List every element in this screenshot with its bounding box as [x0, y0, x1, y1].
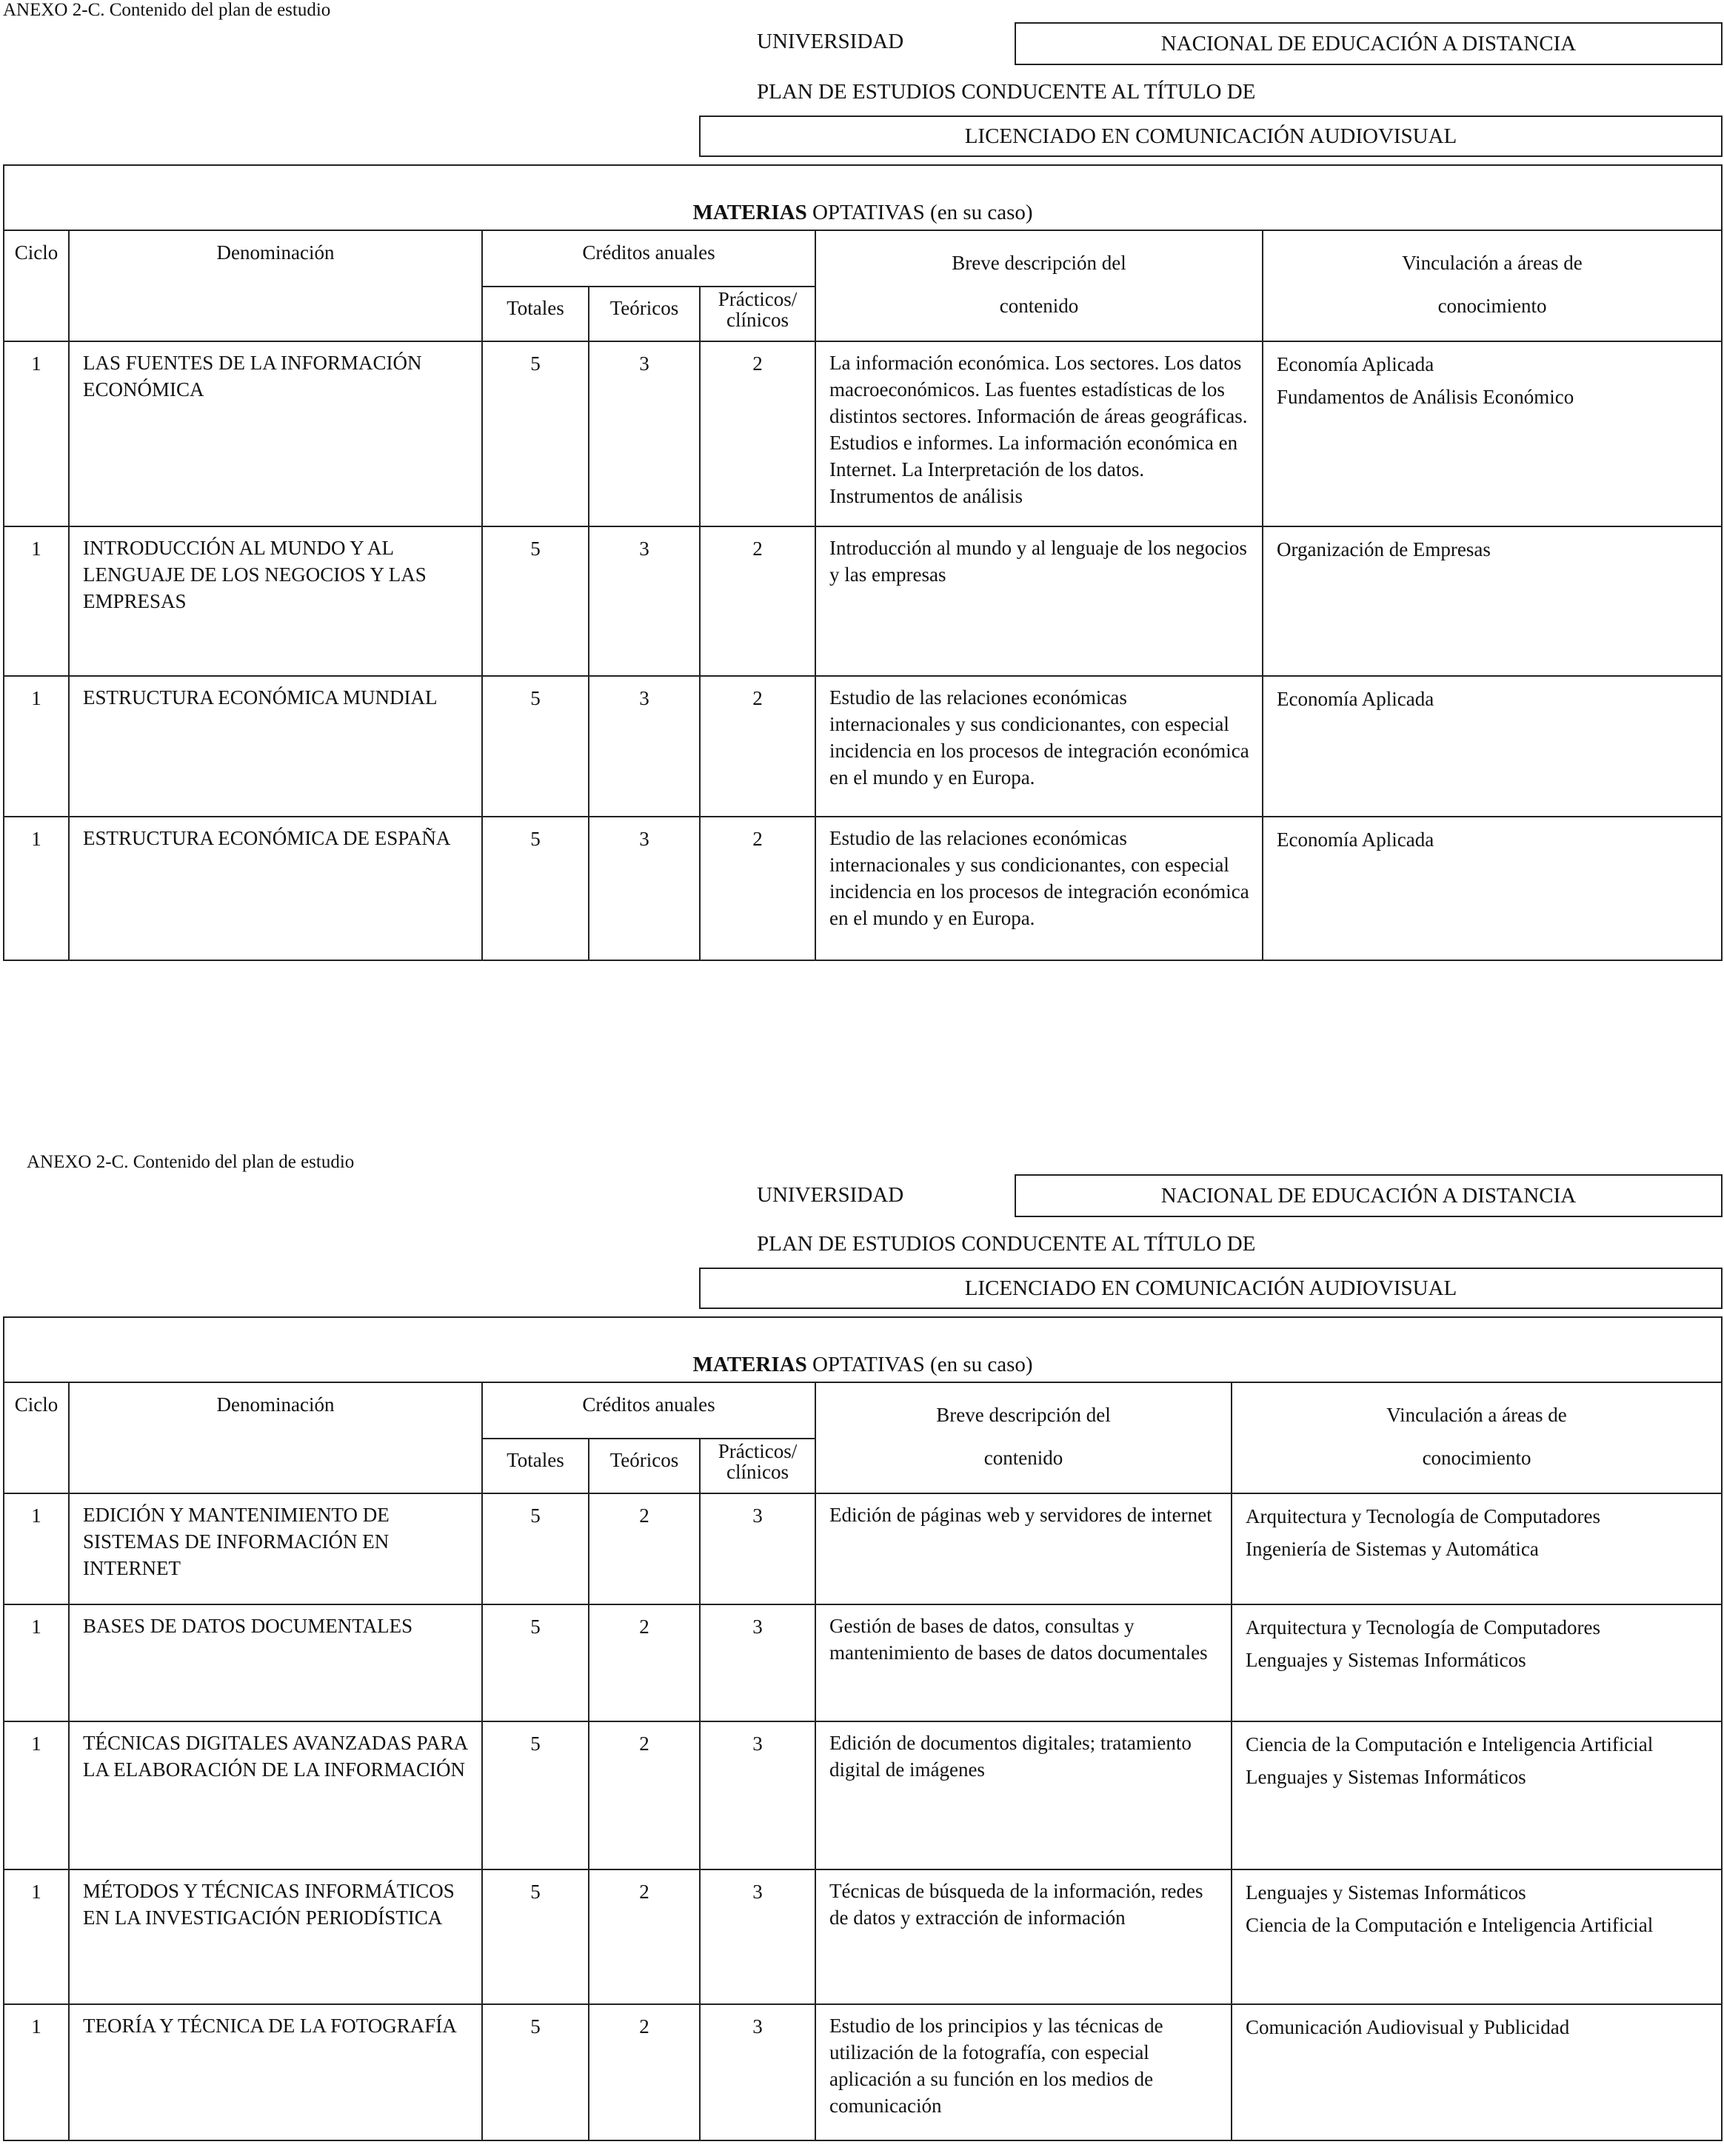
- vinculacion-cell: [1232, 1721, 1722, 1869]
- practicos-cell: 3: [700, 2004, 815, 2140]
- table-row: [4, 2004, 1722, 2140]
- header-practicos: Prácticos/ clínicos: [700, 1439, 815, 1493]
- vinculacion-cell: [1263, 526, 1722, 676]
- denominacion-cell: ESTRUCTURA ECONÓMICA DE ESPAÑA: [69, 817, 482, 960]
- ciclo-cell: 1: [4, 817, 69, 960]
- denominacion-cell: TEORÍA Y TÉCNICA DE LA FOTOGRAFÍA: [69, 2004, 482, 2140]
- practicos-cell: 3: [700, 1869, 815, 2004]
- teoricos-cell: 2: [589, 1721, 700, 1869]
- vinculacion-cell: [1232, 2004, 1722, 2140]
- area-item: Comunicación Audiovisual y Publicidad: [1246, 2016, 1570, 2038]
- materias-table: [3, 1316, 1723, 2141]
- header-creditos: Créditos anuales: [482, 1382, 815, 1439]
- descripcion-cell: Edición de páginas web y servidores de internet: [815, 1493, 1232, 1604]
- practicos-cell: 2: [700, 817, 815, 960]
- vinculacion-cell: [1263, 676, 1722, 817]
- universidad-field: [1015, 1174, 1723, 1217]
- descripcion-cell: Edición de documentos digitales; tratamiento digital de imágenes: [815, 1721, 1232, 1869]
- ciclo-cell: 1: [4, 1604, 69, 1721]
- ciclo-cell: 1: [4, 676, 69, 817]
- denominacion-cell: BASES DE DATOS DOCUMENTALES: [69, 1604, 482, 1721]
- area-item: Lenguajes y Sistemas Informáticos: [1246, 1766, 1526, 1788]
- totales-cell: 5: [482, 2004, 589, 2140]
- header-vinculacion: Vinculación a áreas de conocimiento: [1232, 1382, 1722, 1493]
- table-caption: MATERIAS OPTATIVAS (en su caso): [4, 165, 1722, 230]
- universidad-value: NACIONAL DE EDUCACIÓN A DISTANCIA: [1160, 1183, 1577, 1208]
- header-totales: Totales: [482, 1439, 589, 1493]
- plan-label: PLAN DE ESTUDIOS CONDUCENTE AL TÍTULO DE: [757, 1232, 1256, 1256]
- universidad-value: NACIONAL DE EDUCACIÓN A DISTANCIA: [1160, 31, 1577, 56]
- totales-cell: 5: [482, 341, 589, 526]
- teoricos-cell: 3: [589, 341, 700, 526]
- anexo-title: ANEXO 2-C. Contenido del plan de estudio: [27, 1152, 355, 1172]
- ciclo-cell: 1: [4, 526, 69, 676]
- header-teoricos: Teóricos: [589, 1439, 700, 1493]
- area-item: Arquitectura y Tecnología de Computadores: [1246, 1616, 1600, 1638]
- universidad-field: [1015, 22, 1723, 65]
- area-item: Lenguajes y Sistemas Informáticos: [1246, 1649, 1526, 1671]
- header-ciclo: Ciclo: [4, 230, 69, 341]
- titulo-field: [699, 1268, 1723, 1309]
- header-teoricos: Teóricos: [589, 287, 700, 341]
- header-descripcion: Breve descripción del contenido: [815, 1382, 1232, 1493]
- totales-cell: 5: [482, 817, 589, 960]
- vinculacion-cell: [1263, 817, 1722, 960]
- descripcion-cell: La información económica. Los sectores. Los datos macroeconómicos. Las fuentes estadísticas de los distintos sectores. Información de áreas geográficas. Estudios e informes. La información económica en Internet. La Interpretación de los datos. Instrumentos de análisis: [815, 341, 1263, 526]
- practicos-cell: 2: [700, 526, 815, 676]
- materias-table: [3, 164, 1723, 961]
- area-item: Lenguajes y Sistemas Informáticos: [1246, 1881, 1526, 1904]
- denominacion-cell: ESTRUCTURA ECONÓMICA MUNDIAL: [69, 676, 482, 817]
- table-caption: MATERIAS OPTATIVAS (en su caso): [4, 1317, 1722, 1382]
- area-item: Economía Aplicada: [1277, 688, 1434, 710]
- vinculacion-cell: [1232, 1869, 1722, 2004]
- table-row: [4, 1493, 1722, 1604]
- header-creditos: Créditos anuales: [482, 230, 815, 287]
- table-row: [4, 341, 1722, 526]
- header-ciclo: Ciclo: [4, 1382, 69, 1493]
- header-denominacion: Denominación: [69, 1382, 482, 1493]
- area-item: Arquitectura y Tecnología de Computadores: [1246, 1505, 1600, 1527]
- totales-cell: 5: [482, 526, 589, 676]
- teoricos-cell: 2: [589, 1493, 700, 1604]
- plan-label: PLAN DE ESTUDIOS CONDUCENTE AL TÍTULO DE: [757, 80, 1256, 104]
- universidad-label: UNIVERSIDAD: [757, 1183, 904, 1207]
- denominacion-cell: INTRODUCCIÓN AL MUNDO Y AL LENGUAJE DE LOS NEGOCIOS Y LAS EMPRESAS: [69, 526, 482, 676]
- teoricos-cell: 2: [589, 1604, 700, 1721]
- area-item: Fundamentos de Análisis Económico: [1277, 386, 1574, 408]
- denominacion-cell: LAS FUENTES DE LA INFORMACIÓN ECONÓMICA: [69, 341, 482, 526]
- ciclo-cell: 1: [4, 2004, 69, 2140]
- table-row: [4, 1604, 1722, 1721]
- practicos-cell: 3: [700, 1721, 815, 1869]
- anexo-title: ANEXO 2-C. Contenido del plan de estudio: [3, 0, 331, 20]
- descripcion-cell: Estudio de las relaciones económicas internacionales y sus condicionantes, con especial incidencia en los procesos de integración económica en el mundo y en Europa.: [815, 817, 1263, 960]
- descripcion-cell: Introducción al mundo y al lenguaje de los negocios y las empresas: [815, 526, 1263, 676]
- denominacion-cell: TÉCNICAS DIGITALES AVANZADAS PARA LA ELABORACIÓN DE LA INFORMACIÓN: [69, 1721, 482, 1869]
- vinculacion-cell: [1232, 1493, 1722, 1604]
- vinculacion-cell: [1232, 1604, 1722, 1721]
- descripcion-cell: Técnicas de búsqueda de la información, redes de datos y extracción de información: [815, 1869, 1232, 2004]
- teoricos-cell: 3: [589, 526, 700, 676]
- table-row: [4, 817, 1722, 960]
- titulo-field: [699, 116, 1723, 157]
- practicos-cell: 3: [700, 1493, 815, 1604]
- teoricos-cell: 2: [589, 2004, 700, 2140]
- area-item: Ciencia de la Computación e Inteligencia Artificial: [1246, 1914, 1654, 1936]
- teoricos-cell: 3: [589, 817, 700, 960]
- practicos-cell: 2: [700, 341, 815, 526]
- denominacion-cell: EDICIÓN Y MANTENIMIENTO DE SISTEMAS DE INFORMACIÓN EN INTERNET: [69, 1493, 482, 1604]
- practicos-cell: 3: [700, 1604, 815, 1721]
- ciclo-cell: 1: [4, 1721, 69, 1869]
- descripcion-cell: Gestión de bases de datos, consultas y mantenimiento de bases de datos documentales: [815, 1604, 1232, 1721]
- vinculacion-cell: [1263, 341, 1722, 526]
- teoricos-cell: 3: [589, 676, 700, 817]
- totales-cell: 5: [482, 1604, 589, 1721]
- table-row: [4, 1721, 1722, 1869]
- area-item: Ingeniería de Sistemas y Automática: [1246, 1538, 1539, 1560]
- titulo-value: LICENCIADO EN COMUNICACIÓN AUDIOVISUAL: [964, 1276, 1457, 1300]
- titulo-value: LICENCIADO EN COMUNICACIÓN AUDIOVISUAL: [964, 124, 1457, 148]
- table-row: [4, 1869, 1722, 2004]
- descripcion-cell: Estudio de las relaciones económicas internacionales y sus condicionantes, con especial incidencia en los procesos de integración económica en el mundo y en Europa.: [815, 676, 1263, 817]
- table-row: [4, 676, 1722, 817]
- header-vinculacion: Vinculación a áreas de conocimiento: [1263, 230, 1722, 341]
- area-item: Ciencia de la Computación e Inteligencia Artificial: [1246, 1733, 1654, 1755]
- ciclo-cell: 1: [4, 341, 69, 526]
- totales-cell: 5: [482, 1721, 589, 1869]
- area-item: Organización de Empresas: [1277, 538, 1491, 560]
- ciclo-cell: 1: [4, 1869, 69, 2004]
- table-row: [4, 526, 1722, 676]
- practicos-cell: 2: [700, 676, 815, 817]
- ciclo-cell: 1: [4, 1493, 69, 1604]
- area-item: Economía Aplicada: [1277, 828, 1434, 851]
- header-denominacion: Denominación: [69, 230, 482, 341]
- descripcion-cell: Estudio de los principios y las técnicas de utilización de la fotografía, con especial aplicación a su función en los medios de comunicación: [815, 2004, 1232, 2140]
- teoricos-cell: 2: [589, 1869, 700, 2004]
- header-descripcion: Breve descripción del contenido: [815, 230, 1263, 341]
- area-item: Economía Aplicada: [1277, 353, 1434, 375]
- totales-cell: 5: [482, 676, 589, 817]
- header-totales: Totales: [482, 287, 589, 341]
- totales-cell: 5: [482, 1493, 589, 1604]
- universidad-label: UNIVERSIDAD: [757, 30, 904, 53]
- denominacion-cell: MÉTODOS Y TÉCNICAS INFORMÁTICOS EN LA INVESTIGACIÓN PERIODÍSTICA: [69, 1869, 482, 2004]
- totales-cell: 5: [482, 1869, 589, 2004]
- header-practicos: Prácticos/ clínicos: [700, 287, 815, 341]
